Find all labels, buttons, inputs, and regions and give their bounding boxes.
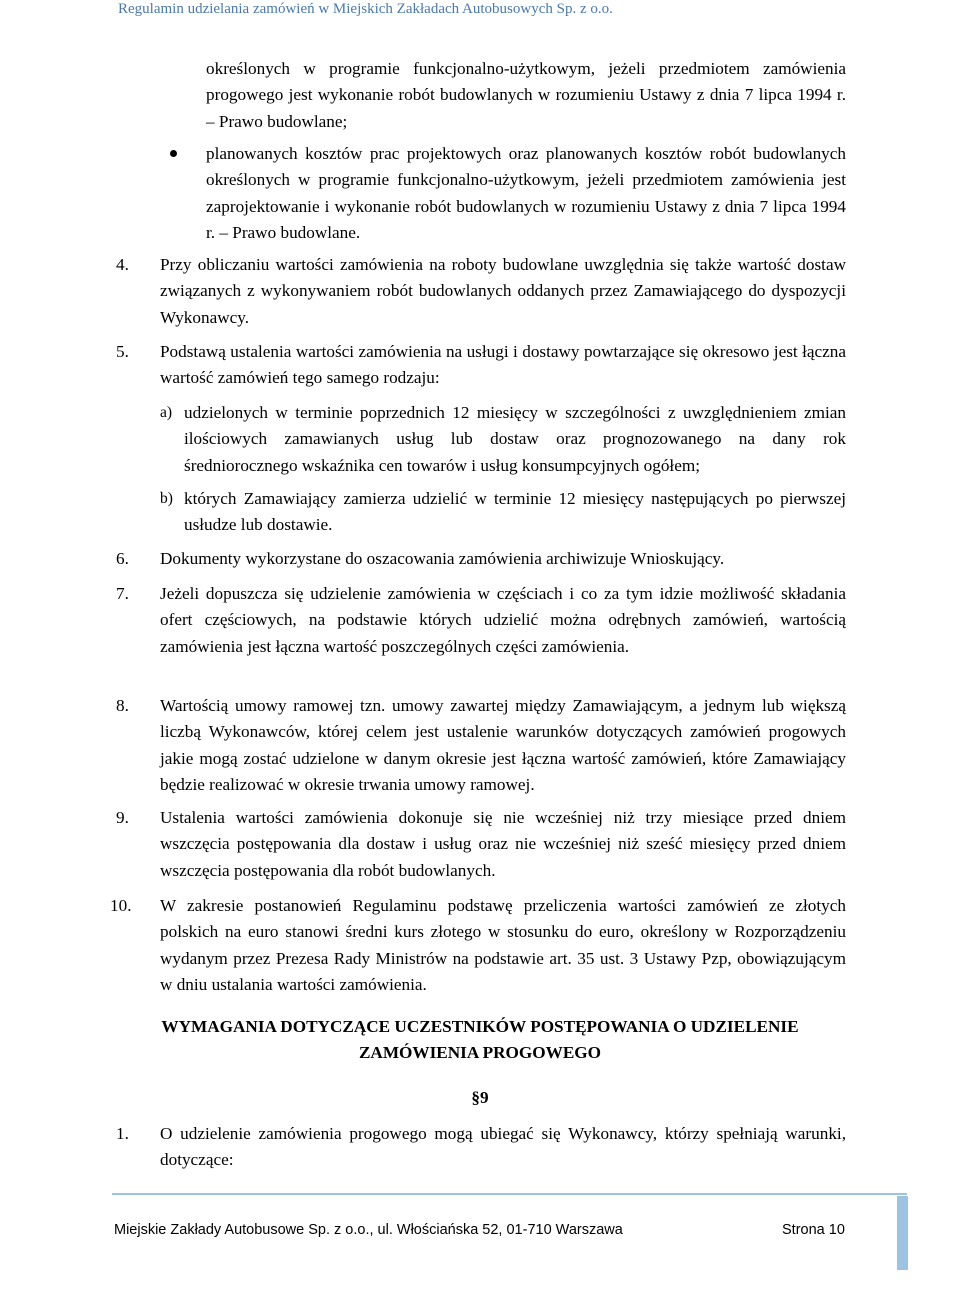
item-number: 7. <box>116 584 129 603</box>
item-number: 6. <box>116 549 129 568</box>
section-sign: §9 <box>471 1088 489 1107</box>
running-header: Regulamin udzielania zamówień w Miejskich Zakładach Autobusowych Sp. z o.o. <box>118 1 613 17</box>
subitem-text: udzielonych w terminie poprzednich 12 miesięcy w szczególności z uwzględnieniem zmian ilościowych zamawianych usług lub dostaw oraz prognozowanego na dany rok średniorocznego wskaźnika cen towarów i usług konsumpcyjnych ogółem; <box>184 403 846 475</box>
item-text: W zakresie postanowień Regulaminu podstawę przeliczenia wartości zamówień ze złotych polskich na euro stanowi średni kurs złotego w stosunku do euro, określony w Rozporządzeniu wydanym przez Prezesa Rady Ministrów na podstawie art. 35 ust. 3 Ustawy Pzp, obowiązującym w dniu ustalania wartości zamówienia. <box>160 896 846 995</box>
item-text: Wartością umowy ramowej tzn. umowy zawartej między Zamawiającym, a jednym lub większą liczbą Wykonawców, której celem jest ustalenie warunków dotyczących zamówień progowych jakie mogą zostać udzielone w danym okresie jest łączna wartość zamówień, które Zamawiający będzie realizować w okresie trwania umowy ramowej. <box>160 696 846 795</box>
footer-address: Miejskie Zakłady Autobusowe Sp. z o.o., ul. Włościańska 52, 01-710 Warszawa <box>114 1222 623 1238</box>
item-text: Jeżeli dopuszcza się udzielenie zamówienia w częściach i co za tym idzie możliwość składania ofert częściowych, na podstawie których udzielić można odrębnych zamówień, wartością zamówienia jest łączna wartość poszczególnych części zamówienia. <box>160 584 846 656</box>
page-number: Strona 10 <box>782 1222 845 1238</box>
item-number: 5. <box>116 342 129 361</box>
item-text: Przy obliczaniu wartości zamówienia na roboty budowlane uwzględnia się także wartość dostaw związanych z wykonywaniem robót budowlanych oddanych przez Zamawiającego do dyspozycji Wykonawcy. <box>160 255 846 327</box>
item-number: 9. <box>116 808 129 827</box>
item-text: Dokumenty wykorzystane do oszacowania zamówienia archiwizuje Wnioskujący. <box>160 549 725 568</box>
footer-accent-bar <box>897 1196 908 1270</box>
section-heading: WYMAGANIA DOTYCZĄCE UCZESTNIKÓW POSTĘPOWANIA O UDZIELENIE ZAMÓWIENIA PROGOWEGO <box>161 1017 799 1062</box>
subitem-label: b) <box>160 490 173 507</box>
item-text: O udzielenie zamówienia progowego mogą ubiegać się Wykonawcy, którzy spełniają warunki, dotyczące: <box>160 1124 846 1170</box>
bullet-marker <box>170 150 177 157</box>
subitem-label: a) <box>160 404 173 421</box>
footer-rule <box>112 1193 907 1195</box>
item-number: 4. <box>116 255 129 274</box>
bullet-item-text: określonych w programie funkcjonalno-użytkowym, jeżeli przedmiotem zamówienia progowego jest wykonanie robót budowlanych w rozumieniu Ustawy z dnia 7 lipca 1994 r. – Prawo budowlane; <box>206 59 846 131</box>
item-number: 10. <box>110 896 132 915</box>
item-text: Ustalenia wartości zamówienia dokonuje się nie wcześniej niż trzy miesiące przed dniem wszczęcia postępowania dla dostaw i usług oraz nie wcześniej niż sześć miesięcy przed dniem wszczęcia postępowania dla robót budowlanych. <box>160 808 846 880</box>
item-text: Podstawą ustalenia wartości zamówienia na usługi i dostawy powtarzające się okresowo jest łączna wartość zamówień tego samego rodzaju: <box>160 342 846 388</box>
subitem-text: których Zamawiający zamierza udzielić w terminie 12 miesięcy następujących po pierwszej usłudze lub dostawie. <box>184 489 846 535</box>
bullet-item-text: planowanych kosztów prac projektowych oraz planowanych kosztów robót budowlanych określonych w programie funkcjonalno-użytkowym, jeżeli przedmiotem zamówienia jest zaprojektowanie i wykonanie robót budowlanych w rozumieniu Ustawy z dnia 7 lipca 1994 r. – Prawo budowlane. <box>206 144 846 243</box>
item-number: 8. <box>116 696 129 715</box>
item-number: 1. <box>116 1124 129 1143</box>
